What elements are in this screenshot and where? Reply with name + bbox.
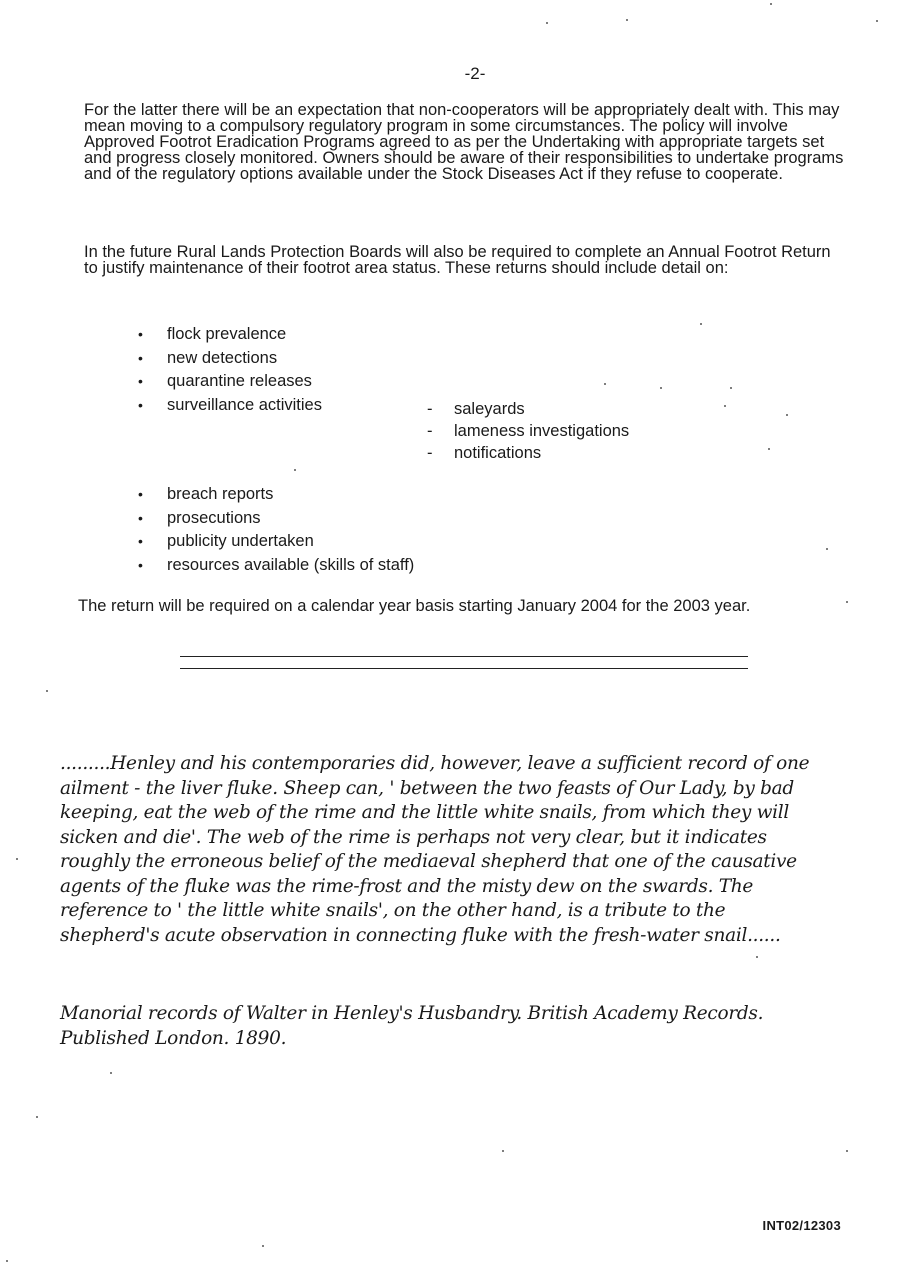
- list-item: • prosecutions: [138, 507, 414, 531]
- scan-speck: [604, 383, 606, 385]
- scan-speck: [768, 448, 770, 450]
- list-item: • publicity undertaken: [138, 530, 414, 554]
- scan-speck: [502, 1150, 504, 1152]
- scan-speck: [724, 405, 726, 407]
- scan-speck: [110, 1072, 112, 1074]
- list-item: - lameness investigations: [427, 420, 629, 442]
- list-item: • surveillance activities: [138, 394, 322, 418]
- scan-speck: [770, 3, 772, 5]
- scan-speck: [6, 1260, 8, 1262]
- historical-quote: .........Henley and his contemporaries did, however, leave a sufficient record of one ailment - the liver fluke. Sheep can, ' between the two feasts of Our Lady, by bad keeping, eat the web of the rime and the little white snails, from which they will sicken and die'. The web of the rime is perhaps not very clear, but it indicates roughly the erroneous belief of the mediaeval shepherd that one of the causative agents of the fluke was the rime-frost and the misty dew on the swards. The reference to ' the little white snails', on the other hand, is a tribute to the shepherd's acute observation in connecting fluke with the fresh-water snail......: [60, 753, 810, 946]
- document-reference: INT02/12303: [762, 1218, 841, 1233]
- sublist-surveillance-activities: [427, 398, 629, 464]
- page-number: -2-: [464, 64, 486, 83]
- scan-speck: [16, 858, 18, 860]
- scan-speck: [730, 387, 732, 389]
- list-item: • breach reports: [138, 483, 414, 507]
- list-item: • flock prevalence: [138, 323, 322, 347]
- bullet-list-return-details: [138, 323, 322, 417]
- scan-speck: [36, 1116, 38, 1118]
- list-item: - saleyards: [427, 398, 629, 420]
- scan-speck: [756, 956, 758, 958]
- scan-speck: [626, 19, 628, 21]
- divider-line: [180, 668, 748, 669]
- scan-speck: [876, 20, 878, 22]
- scan-speck: [546, 22, 548, 24]
- scan-speck: [826, 548, 828, 550]
- scan-speck: [846, 601, 848, 603]
- bullet-list-return-details-continued: [138, 483, 414, 577]
- paragraph-return-timing: The return will be required on a calendar year basis starting January 2004 for the 2003 year.: [78, 597, 751, 615]
- paragraph-regulatory-policy: For the latter there will be an expectation that non-cooperators will be appropriately dealt with. This may mean moving to a compulsory regulatory program in some circumstances. The policy will involve Approved Footrot Eradication Programs agreed to as per the Undertaking with appropriate targets set and progress closely monitored. Owners should be aware of their responsibilities to undertake programs and of the regulatory options available under the Stock Diseases Act if they refuse to cooperate.: [84, 101, 844, 183]
- scan-speck: [786, 414, 788, 416]
- scan-speck: [294, 469, 296, 471]
- list-item: • resources available (skills of staff): [138, 554, 414, 578]
- scan-speck: [46, 690, 48, 692]
- scan-speck: [846, 1150, 848, 1152]
- list-item: - notifications: [427, 442, 629, 464]
- scan-speck: [660, 387, 662, 389]
- scan-speck: [262, 1245, 264, 1247]
- quote-citation: Manorial records of Walter in Henley's Husbandry. British Academy Records. Published London. 1890.: [60, 1003, 764, 1049]
- scan-speck: [700, 323, 702, 325]
- list-item: • new detections: [138, 347, 322, 371]
- paragraph-annual-footrot-return: In the future Rural Lands Protection Boards will also be required to complete an Annual Footrot Return to justify maintenance of their footrot area status. These returns should include detail on:: [84, 243, 831, 277]
- list-item: • quarantine releases: [138, 370, 322, 394]
- divider-line: [180, 656, 748, 657]
